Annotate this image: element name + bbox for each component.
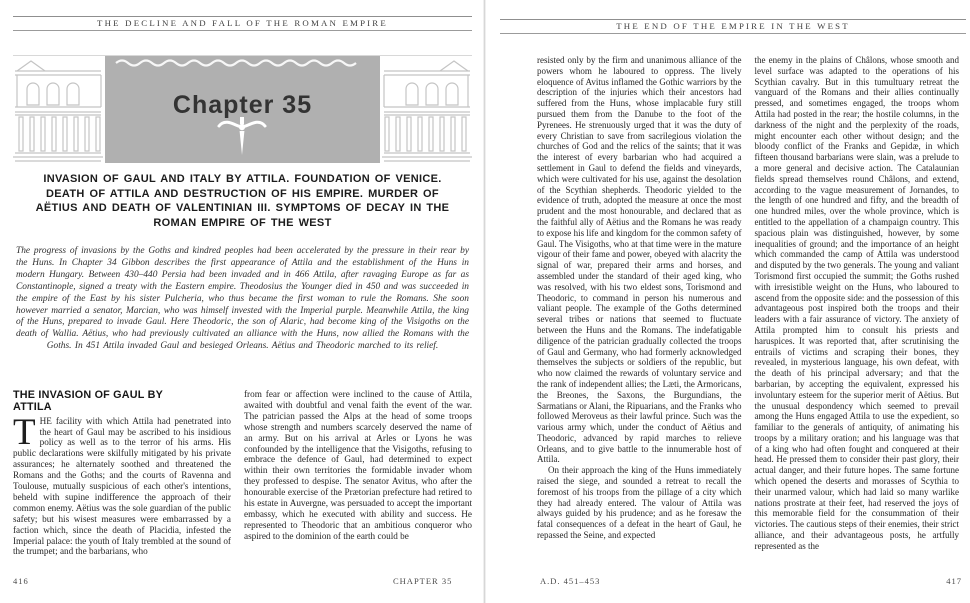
running-head-right: THE END OF THE EMPIRE IN THE WEST <box>500 19 966 34</box>
page-number-left: 416 <box>13 576 29 586</box>
footer-date-label: A.D. 451–453 <box>540 576 601 586</box>
body-paragraph: the enemy in the plains of Châlons, whose smooth and level surface was adapted to the operations of his Scythian cavalry. But in this tumultuary retreat the vanguard of the Romans and their allies continually pressed, and sometimes engaged, the troops whom Attila had posted in the rear; the hostile columns, in the darkness of the night and the perplexity of the roads, might encounter each other without design; and the bloody conflict of the Franks and Gepidæ, in which fifteen thousand barbarians were slain, was a prelude to a more general and decisive action. The Catalaunian fields spread themselves round Châlons, and extend, according to the vague measurement of Jornandes, to the length of one hundred and fifty, and the breadth of one hundred miles, over the whole province, which is entitled to the appellation of a champaign country. This spacious plain was distinguished, however, by some inequalities of ground; and the importance of an height which commanded the camp of Attila was understood and disputed by the two generals. The young and valiant Torismond first occupied the summit; the Goths rushed with irresistible weight on the Huns, who laboured to ascend from the opposite side: and the possession of this advantageous post inspired both the troops and their leaders with a fair assurance of victory. The anxiety of Attila prompted him to consult his priests and haruspices. It was reported that, after scrutinising the entrails of victims and scraping their bones, they revealed, in mysterious language, his own defeat, with the death of his principal adversary; and that the barbarian, by accepting the equivalent, expressed his involuntary esteem for the superior merit of Aëtius. But the unusual despondency which seemed to prevail among the Huns engaged Attila to use the expedient, so familiar to the generals of antiquity, of animating his troops by a military oration; and his language was that of a king who had often fought and conquered at their head. He pressed them to consider their past glory, their actual danger, and their future hopes. The same fortune which opened the deserts and morasses of Scythia to their unarmed valour, which had laid so many warlike nations prostrate at their feet, had reserved the joys of this memorable field for the consummation of their victories. The cautious steps of their enemies, their strict alliance, and their advantageous posts, he artfully represented as the <box>754 55 959 551</box>
page-number-right: 417 <box>946 576 962 586</box>
body-paragraph: resisted only by the firm and unanimous alliance of the powers whom he laboured to oppress. The lively eloquence of Avitus inflamed the Gothic warriors by the description of the injuries which their ancestors had suffered from the Huns, whose implacable fury still pursued them from the Danube to the foot of the Pyrenees. He strenuously urged that it was the duty of every Christian to save from sacrilegious violation the churches of God and the relics of the saints; that it was the interest of every barbarian who had acquired a settlement in Gaul to defend the fields and vineyards, which were cultivated for his use, against the desolation of the Scythian shepherds. Theodoric yielded to the evidence of truth, adopted the measure at once the most prudent and the most honourable, and declared that as the faithful ally of Aëtius and the Romans he was ready to expose his life and kingdom for the common safety of Gaul. The Visigoths, who at that time were in the mature vigour of their fame and power, obeyed with alacrity the signal of war, prepared their arms and horses, and assembled under the standard of their aged king, who was resolved, with his two eldest sons, Torismond and Theodoric, to command in person his numerous and valiant people. The example of the Goths determined several tribes or nations that seemed to fluctuate between the Huns and the Romans. The indefatigable diligence of the patrician gradually collected the troops of Gaul and Germany, who had formerly acknowledged themselves the subjects or soldiers of the republic, but who now claimed the rewards of voluntary service and the rank of independent allies; the Læti, the Armoricans, the Breones, the Saxons, the Burgundians, the Sarmatians or Alani, the Ripuarians, and the Franks who followed Meroveus as their lawful prince. Such was the various army which, under the conduct of Aëtius and Theodoric, advanced by rapid marches to relieve Orleans, and to give battle to the innumerable host of Attila. <box>537 55 742 465</box>
colonnade-art-right <box>382 61 472 161</box>
left-page-column-1 <box>13 389 231 567</box>
chapter-banner <box>13 55 472 162</box>
chapter-title: INVASION OF GAUL AND ITALY BY ATTILA. FOUNDATION OF VENICE. DEATH OF ATTILA AND DESTRUCTION OF HIS EMPIRE. MURDER OF AËTIUS AND DEATH OF VALENTINIAN III. SYMPTOMS OF DECAY IN THE ROMAN EMPIRE OF THE WEST <box>35 173 450 229</box>
section-heading: THE INVASION OF GAUL BY ATTILA <box>13 389 163 414</box>
right-page-column-2 <box>755 55 960 567</box>
right-page-columns <box>537 55 959 567</box>
running-head-left: THE DECLINE AND FALL OF THE ROMAN EMPIRE <box>13 16 472 31</box>
colonnade-art-left <box>13 61 103 161</box>
body-paragraph: from fear or affection were inclined to the cause of Attila, awaited with doubtful and venal faith the event of the war. The patrician passed the Alps at the head of some troops whose strength and numbers scarcely deserved the name of an army. But on his arrival at Arles or Lyons he was confounded by the intelligence that the Visigoths, refusing to embrace the defence of Gaul, had determined to expect within their own territories the formidable invader whom they professed to despise. The senator Avitus, who after the honourable exercise of the Prætorian prefecture had retired to his estate in Auvergne, was persuaded to accept the important embassy, which he executed with ability and success. He represented to Theodoric that an ambitious conqueror who aspired to the dominion of the earth could be <box>244 389 472 541</box>
right-page-column-1 <box>537 55 742 567</box>
chapter-number-title: Chapter 35 <box>172 91 313 119</box>
left-page-column-2 <box>244 389 472 567</box>
page-gutter-divider <box>483 0 486 603</box>
body-paragraph: On their approach the king of the Huns immediately raised the siege, and sounded a retreat to recall the foremost of his troops from the pillage of a city which they had already entered. The valour of Attila was always guided by his prudence; and as he foresaw the fatal consequences of a defeat in the heart of Gaul, he repassed the Seine, and expected <box>537 465 742 541</box>
right-page <box>485 0 970 603</box>
body-paragraph <box>13 411 231 558</box>
left-page-columns <box>13 389 472 567</box>
drop-cap: T <box>13 411 36 453</box>
footer-chapter-label: CHAPTER 35 <box>393 576 453 586</box>
body-paragraph-text: HE facility with which Attila had penetrated into the heart of Gaul may be ascribed to his insidious policy as well as to the terror of his arms. His public declarations were skilfully mitigated by his private assurances; he alternately soothed and threatened the Romans and the Goths; and the courts of Ravenna and Toulouse, mutually suspicious of each other's intentions, beheld with supine indifference the approach of their common enemy. Aëtius was the sole guardian of the public safety; but his wisest measures were embarrassed by a faction which, since the death of Placidia, infested the Imperial palace: the youth of Italy trembled at the sound of the trumpet; and the barbarians, who <box>13 415 231 557</box>
chapter-summary: The progress of invasions by the Goths and kindred peoples had been accelerated by the pressure in their rear by the Huns. In Chapter 34 Gibbon describes the first appearance of Attila and the establishment of the Huns in modern Hungary. Between 430–440 Persia had been invaded and in 466 Attila, after ravaging Europe as far as Constantinople, signed a treaty with the Eastern empire. Theodosius the Younger died in 450 and was succeeded in the empire of the East by his sister Pulcheria, who thus became the first woman to rule the Romans. She soon however married a senator, Marcian, who was himself invested with the Imperial purple. Meanwhile Attila, the king of the Huns, prepared to invade Gaul. Here Theodoric, the son of Alaric, had become king of the Visigoths on the death of Wallia. Aëtius, who had previously cultivated an alliance with the Huns, now allied the Romans with the Goths. In 451 Attila invaded Gaul and besieged Orleans. Aëtius and Theodoric marched to its relief. <box>16 246 469 352</box>
